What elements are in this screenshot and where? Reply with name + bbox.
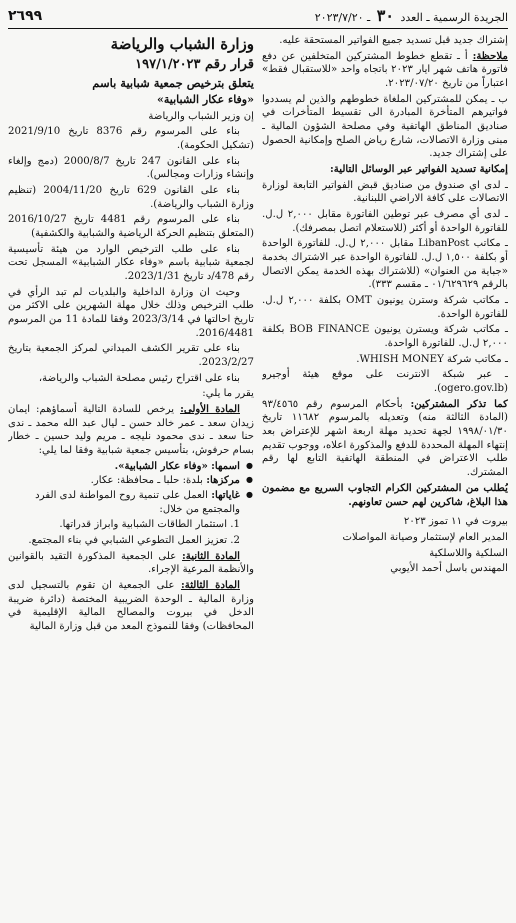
association-details — [8, 460, 254, 517]
closing-note: يُطلب من المشتركين الكرام التجاوب السريع مع مضمون هذا البلاغ، شاكرين لهم حسن تعاونهم. — [262, 481, 508, 508]
note: ملاحظة: أ ـ تقطع خطوط المشتركين المتخلفين عن دفع فاتورة هاتف شهر ايار ٢٠٢٣ باتجاه واحد «للاستقبال فقط» اعتباراً من تاريخ ٢٠٢٣/٠٧/٢٠. — [262, 49, 508, 90]
payment-method: ـ لدى أي مصرف عبر توطين الفاتورة مقابل ٢,٠٠٠ ل.ل. للفاتورة الواحدة أو أكثر (للاستعلام اتصل بمصرفك). — [262, 209, 508, 234]
article-3: المادة الثالثة: على الجمعية ان تقوم بالتسجيل لدى وزارة المالية ـ الوحدة الضريبية المختصة (دائرة ضريبة الدخل في بيروت والمصالح المالية الإقليمية في المحافظات) وفقا للنموذج المعد من قبل وزارة المالية — [8, 579, 254, 633]
article-1: المادة الأولى: يرخص للسادة التالية أسماؤهم: ايمان زيدان سعد ـ عمر خالد حسن ـ ليال عبد الله محمد ـ ندى حنا سعد ـ ندى محمود نليجه ـ مريم وليد حسين ـ خطار بسام حرفوش، بتأسيس جمعية شبابية وفقا لما يلي: — [8, 403, 254, 457]
issue-number: ٣٠ — [376, 5, 394, 25]
page-header — [8, 4, 508, 29]
page-columns — [8, 34, 508, 914]
paragraph: إشتراك جديد قبل تسديد جميع الفواتير المستحقة عليه. — [279, 35, 508, 46]
goal: 1. استثمار الطاقات الشبابية وابراز قدراتها. — [59, 519, 240, 531]
place-date: بيروت في ١١ تموز ٢٠٢٣ — [403, 516, 508, 528]
recital: بناء على القانون 247 تاريخ 2000/8/7 (دمج وإلغاء وإنشاء وزارات ومجالس). — [8, 155, 254, 181]
list-item: ● اسمها: «وفاء عكار الشبابية». — [8, 460, 240, 474]
decides: يقرر ما يلي: — [202, 388, 254, 400]
gazette-title: الجريدة الرسمية ـ العدد ٣٠ ـ ٢٠٢٣/٧/٢٠ — [314, 5, 508, 25]
page-number: ٢٦٩٩ — [8, 8, 43, 25]
payment-method: ـ عبر شبكة الانترنت على موقع هيئة أوجيرو (ogero.gov.lb). — [262, 369, 508, 395]
list-item: ● مركزها: بلدة: حلبا ـ محافظة: عكار. — [8, 474, 240, 488]
reminder: كما تذكر المشتركين: بأحكام المرسوم رقم ٩٣/٤٥٦٥ (المادة الثالثة منه) وتعديله بالمرسوم ١١٦٨٢ تاريخ ١٩٩٨/٠١/٣٠ لجهة تحديد مهلة اربعة اشهر للإعتراض بعد إنتهاء المهلة المحددة للدفع والمذكورة اعلاه، ووجوب تقديم طلب الاعتراض في المنطقة الهاتفية التابع لها رقم المشترك. — [262, 397, 508, 479]
payment-method: ـ مكاتب شركة وسترن يونيون OMT بكلفة ٢,٠٠٠ ل.ل. للفاتورة الواحدة. — [262, 295, 508, 320]
decree-number: قرار رقم ١٩٧/١/٢٠٢٣ — [135, 57, 254, 73]
signer-title: السلكية واللاسلكية — [429, 547, 508, 559]
decree-subject: يتعلق بترخيص جمعية شبابية باسم — [92, 75, 254, 90]
note-b: ب ـ يمكن للمشتركين الملغاة خطوطهم والذين لم يسددوا فواتيرهم المتأخرة المبادرة الى تقسيط المتأخرات في صناديق المناطق الهاتفية وفي مصلحة الشؤون المالية ـ مبنى وزارة الاتصالات، شارع رياض الصلح وإمكانية الحصول على إشتراك جديد. — [262, 93, 508, 160]
recital: بناء على طلب الترخيص الوارد من هيئة تأسيسية لجمعية شبابية باسم «وفاء عكار الشبابية» المسجل تحت رقم 478/د تاريخ 2023/1/31. — [8, 243, 254, 283]
signer-name: المهندس باسل أحمد الأيوبي — [390, 563, 508, 575]
recital: بناء على اقتراح رئيس مصلحة الشباب والرياضة، — [38, 372, 240, 384]
recital: وحيث ان وزارة الداخلية والبلديات لم تبد الرأي في طلب الترخيص وذلك خلال مهلة الشهرين على الاكثر من تاريخ احالتها في 2023/3/14 وفقا للمادة 11 من المرسوم 2016/4481. — [8, 286, 254, 339]
issue-date: ـ ٢٠٢٣/٧/٢٠ — [314, 10, 371, 24]
payment-method: ـ لدى اي صندوق من صناديق قبض الفواتير التابعة لوزارة الاتصالات على كافة الاراضي اللبنانية. — [262, 179, 508, 205]
recital: بناء على تقرير الكشف الميداني لمركز الجمعية بتاريخ 2023/2/27. — [8, 343, 254, 369]
methods-title: إمكانية تسديد الفواتير عبر الوسائل التالية: — [330, 163, 508, 176]
goal: 2. تعزيز العمل التطوعي الشبابي في بناء المجتمع. — [28, 535, 240, 547]
right-column — [262, 34, 508, 914]
intro: إن وزير الشباب والرياضة — [148, 110, 254, 122]
list-item: ● غاياتها: العمل على تنمية روح المواطنة لدى الفرد والمجتمع من خلال: — [8, 489, 240, 516]
recital: بناء على المرسوم رقم 4481 تاريخ 2016/10/27 (المتعلق بتنظيم الحركة الرياضية والشبابية والكشفية) — [8, 214, 254, 240]
recital: بناء على المرسوم رقم 8376 تاريخ 2021/9/10 (تشكيل الحكومة). — [8, 126, 254, 151]
payment-method: ـ مكاتب شركة WHISH MONEY. — [356, 353, 508, 365]
payment-method: ـ مكاتب LibanPost مقابل ٢,٠٠٠ ل.ل. للفاتورة الواحدة أو بكلفة ١,٥٠٠ ل.ل. للفاتورة الواحدة عبر الاشتراك بخدمة «جباية من العنوان» (للاشتراك بهذه الخدمة يمكن الاتصال بالرقم ٠١/٦٢٩٦٢٩ ـ مقسم ٣٣٣). — [262, 238, 508, 291]
ministry-title: وزارة الشباب والرياضة — [110, 35, 254, 53]
recital: بناء على القانون 629 تاريخ 2004/11/20 (تنظيم وزارة الشباب والرياضة). — [8, 185, 254, 210]
association-name: «وفاء عكار الشبابية» — [157, 92, 254, 106]
payment-method: ـ مكاتب شركة ويسترن يونيون BOB FINANCE بكلفة ٢,٠٠٠ ل.ل. للفاتورة الواحدة. — [262, 324, 508, 350]
signer-title: المدير العام لإستثمار وصيانة المواصلات — [342, 531, 508, 543]
left-column — [8, 34, 254, 914]
article-2: المادة الثانية: على الجمعية المذكورة التقيد بالقوانين والأنظمة المرعية الإجراء. — [8, 549, 254, 576]
